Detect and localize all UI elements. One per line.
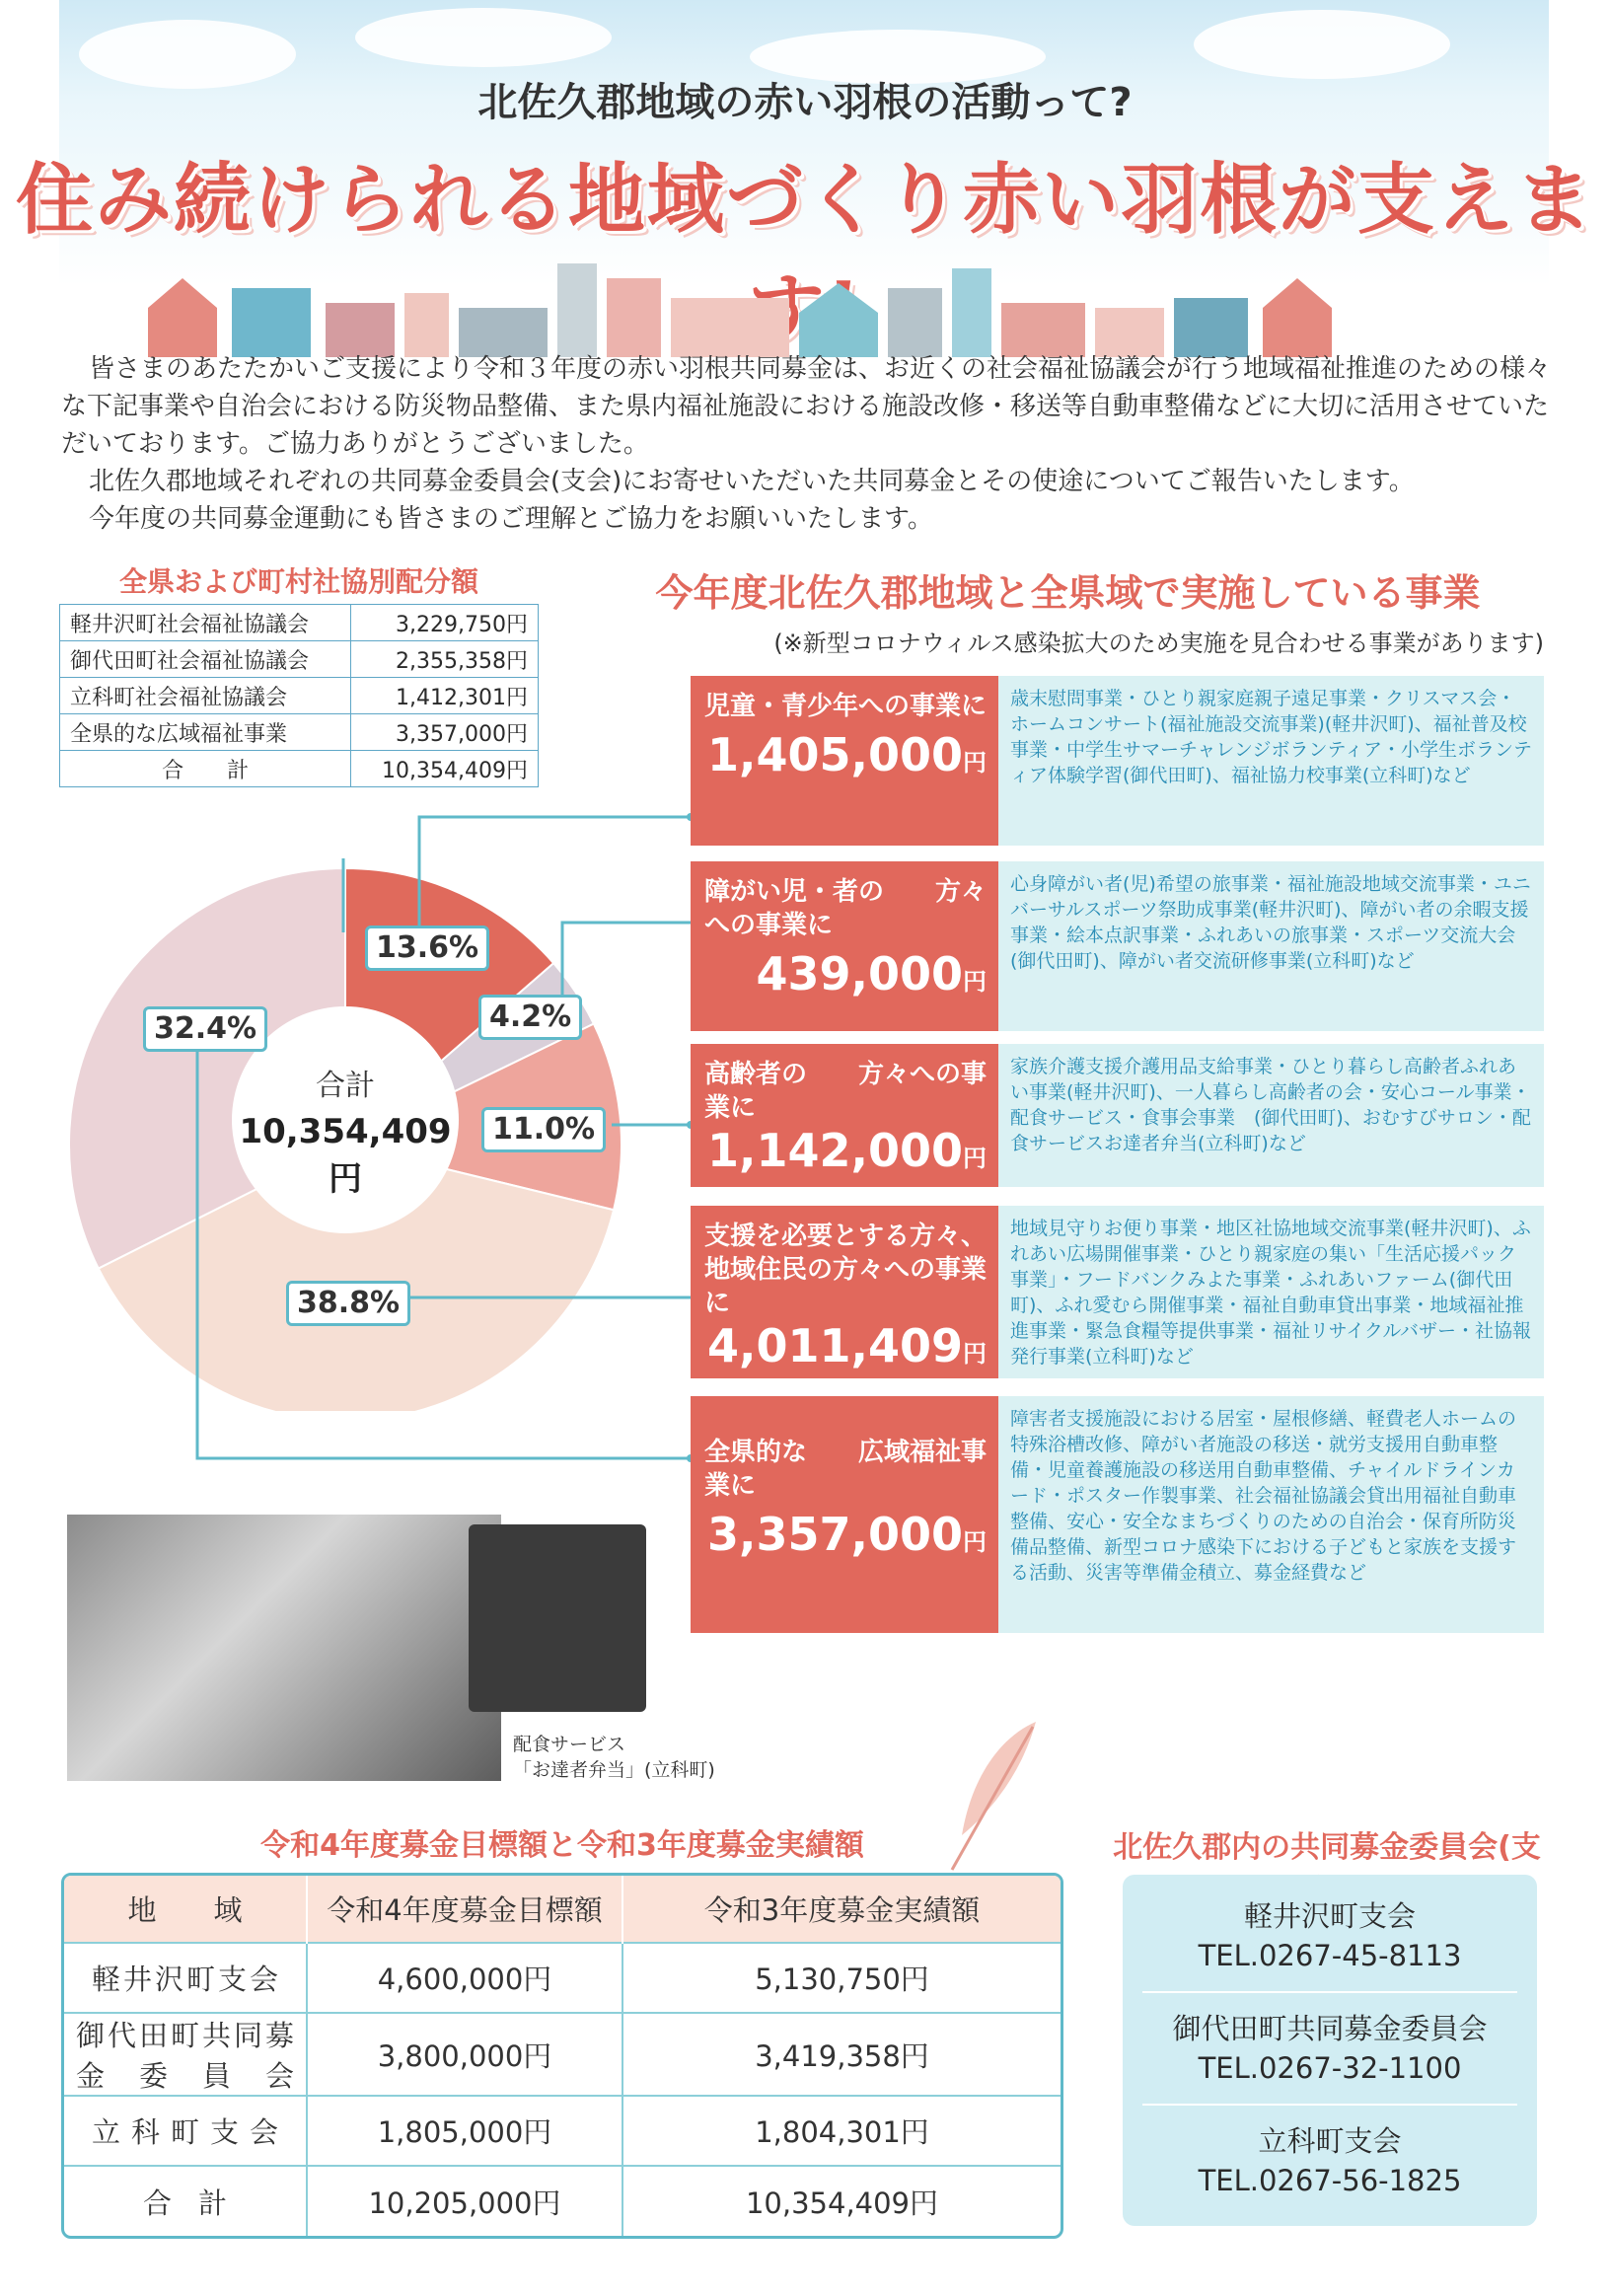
allocation-value: 1,412,301円 xyxy=(351,678,539,714)
pie-label-prefecture: 32.4% xyxy=(143,1006,267,1052)
program-amount: 439,000円 xyxy=(756,947,987,1000)
committee-tel: TEL.0267-45-8113 xyxy=(1198,1939,1462,1972)
allocation-table xyxy=(59,604,539,787)
program-amount-box xyxy=(691,1396,998,1633)
region-cell: 合計 xyxy=(64,2166,307,2236)
program-prefecture xyxy=(691,1396,1544,1633)
program-category: 支援を必要とする方々、地域住民の方々への事業に xyxy=(704,1222,988,1318)
intro-paragraph: 北佐久郡地域それぞれの共同募金委員会(支会)にお寄せいただいた共同募金とその使途についてご報告いたします。 xyxy=(89,467,1415,496)
programs-note: (※新型コロナウィルス感染拡大のため実施を見合わせる事業があります) xyxy=(773,630,1544,657)
allocation-name: 立科町社会福祉協議会 xyxy=(60,678,351,714)
allocation-total-value: 10,354,409円 xyxy=(351,751,539,787)
target-cell: 10,205,000円 xyxy=(307,2166,622,2236)
program-description: 家族介護支援介護用品支給事業・ひとり暮らし高齢者ふれあい事業(軽井沢町)、一人暮らし高齢者の会・安心コール事業・配食サービス・食事会事業 (御代田町)、おむすびサロン・配食サービスお達者弁当(立科町)など xyxy=(998,1044,1544,1187)
committee-tel: TEL.0267-32-1100 xyxy=(1198,2051,1462,2085)
table-row xyxy=(64,2096,1061,2166)
table-row xyxy=(60,605,539,641)
allocation-total-name: 合 計 xyxy=(60,751,351,787)
goals-title: 令和4年度募金目標額と令和3年度募金実績額 xyxy=(260,1828,864,1863)
allocation-value: 3,229,750円 xyxy=(351,605,539,641)
actual-cell: 5,130,750円 xyxy=(622,1943,1061,2013)
committees-box xyxy=(1123,1875,1537,2226)
table-row xyxy=(64,1943,1061,2013)
committee-entry xyxy=(1123,2009,1537,2088)
total-value: 10,354,409円 xyxy=(239,1112,452,1199)
program-amount-box xyxy=(691,1206,998,1378)
allocation-value: 3,357,000円 xyxy=(351,714,539,751)
table-row xyxy=(60,641,539,678)
committee-entry xyxy=(1123,1896,1537,1975)
program-description: 障害者支援施設における居室・屋根修繕、軽費老人ホームの特殊浴槽改修、障がい者施設の移送・就労支援用自動車整備・児童養護施設の移送用自動車整備、チャイルドラインカード・ポスター作製事業、社会福祉協議会貸出用福祉自動車整備、安心・安全なまちづくりのための自治会・保育所防災備品整備、新型コロナ感染下における子どもと家族を支援する活動、災害等準備金積立、募金経費など xyxy=(998,1396,1544,1633)
page-subtitle: 北佐久郡地域の赤い羽根の活動って? xyxy=(477,80,1133,125)
program-amount: 1,142,000円 xyxy=(707,1124,987,1177)
column-header: 令和4年度募金目標額 xyxy=(307,1876,622,1943)
committee-name: 軽井沢町支会 xyxy=(1243,1899,1416,1933)
page-title: 住み続けられる地域づくり赤い羽根が支えま xyxy=(15,155,1594,245)
target-cell: 1,805,000円 xyxy=(307,2096,622,2166)
program-amount-box xyxy=(691,861,998,1031)
program-amount: 1,405,000円 xyxy=(707,728,987,781)
committee-entry xyxy=(1123,2121,1537,2200)
table-row xyxy=(60,678,539,714)
target-cell: 4,600,000円 xyxy=(307,1943,622,2013)
program-amount: 3,357,000円 xyxy=(707,1508,987,1561)
total-label: 合計 xyxy=(316,1069,375,1103)
pie-label-children: 13.6% xyxy=(365,926,489,971)
goals-table-frame xyxy=(61,1873,1063,2239)
table-row xyxy=(60,714,539,751)
program-amount: 4,011,409円 xyxy=(707,1319,987,1372)
committees-title: 北佐久郡内の共同募金委員会(支 xyxy=(1113,1830,1541,1865)
photo-caption-line: 配食サービス xyxy=(513,1734,626,1755)
program-category: 児童・青少年への事業に xyxy=(704,692,988,721)
bento-box-photo xyxy=(469,1524,646,1712)
programs-title: 今年度北佐久郡地域と全県域で実施している事業 xyxy=(655,571,1481,615)
region-cell: 軽井沢町支会 xyxy=(64,1943,307,2013)
divider xyxy=(1142,2104,1517,2106)
actual-cell: 1,804,301円 xyxy=(622,2096,1061,2166)
allocation-title: 全県および町村社協別配分額 xyxy=(118,565,478,598)
photo-caption xyxy=(513,1732,715,1783)
actual-cell: 3,419,358円 xyxy=(622,2013,1061,2096)
allocation-name: 軽井沢町社会福祉協議会 xyxy=(60,605,351,641)
region-cell: 立科町支会 xyxy=(64,2096,307,2166)
committee-name: 御代田町共同募金委員会 xyxy=(1172,2012,1488,2045)
region-cell: 御代田町共同募金委員会 xyxy=(64,2013,307,2096)
committee-tel: TEL.0267-56-1825 xyxy=(1198,2164,1462,2197)
program-amount-box xyxy=(691,1044,998,1187)
program-amount-box xyxy=(691,676,998,846)
photo-caption-line: 「お達者弁当」(立科町) xyxy=(513,1759,715,1781)
column-header: 地 域 xyxy=(64,1876,307,1943)
program-community xyxy=(691,1206,1544,1378)
meal-service-photo xyxy=(67,1515,501,1781)
program-disabled xyxy=(691,861,1544,1031)
program-category: 全県的な 広域福祉事業に xyxy=(704,1438,988,1501)
allocation-name: 全県的な広域福祉事業 xyxy=(60,714,351,751)
program-category: 障がい児・者の 方々への事業に xyxy=(704,877,988,940)
actual-cell: 10,354,409円 xyxy=(622,2166,1061,2236)
program-description: 心身障がい者(児)希望の旅事業・福祉施設地域交流事業・ユニバーサルスポーツ祭助成事業(軽井沢町)、障がい者の余暇支援事業・絵本点訳事業・ふれあいの旅事業・スポーツ交流大会(御代田町)、障がい者交流研修事業(立科町)など xyxy=(998,861,1544,1031)
goals-table xyxy=(64,1876,1061,2236)
divider xyxy=(1142,1991,1517,1993)
table-row xyxy=(60,751,539,787)
table-row xyxy=(64,2166,1061,2236)
program-elderly xyxy=(691,1044,1544,1187)
intro-text xyxy=(61,350,1551,538)
allocation-name: 御代田町社会福祉協議会 xyxy=(60,641,351,678)
intro-paragraph: 皆さまのあたたかいご支援により令和３年度の赤い羽根共同募金は、お近くの社会福祉協議会が行う地域福祉推進のための様々な下記事業や自治会における防災物品整備、また県内福祉施設における施設改修・移送等自動車整備などに大切に活用させていただいております。ご協力ありがとうございました。 xyxy=(61,354,1552,459)
town-skyline-illustration xyxy=(138,259,1421,357)
pie-label-elderly: 11.0% xyxy=(481,1107,606,1152)
pie-label-community: 38.8% xyxy=(286,1281,410,1326)
target-cell: 3,800,000円 xyxy=(307,2013,622,2096)
allocation-value: 2,355,358円 xyxy=(351,641,539,678)
column-header: 令和3年度募金実績額 xyxy=(622,1876,1061,1943)
committee-name: 立科町支会 xyxy=(1258,2124,1402,2158)
table-header-row xyxy=(64,1876,1061,1943)
program-category: 高齢者の 方々への事業に xyxy=(704,1060,988,1123)
program-description: 歳末慰問事業・ひとり親家庭親子遠足事業・クリスマス会・ホームコンサート(福祉施設交流事業)(軽井沢町)、福祉普及校事業・中学生サマーチャレンジボランティア・小学生ボランティア体験学習(御代田町)、福祉協力校事業(立科町)など xyxy=(998,676,1544,846)
table-row xyxy=(64,2013,1061,2096)
program-description: 地域見守りお便り事業・地区社協地域交流事業(軽井沢町)、ふれあい広場開催事業・ひとり親家庭の集い「生活応援パック事業」・フードバンクみよた事業・ふれあいファーム(御代田町)、ふれ愛むら開催事業・福祉自動車貸出事業・地域福祉推進事業・緊急食糧等提供事業・福祉リサイクルバザー・社協報発行事業(立科町)など xyxy=(998,1206,1544,1378)
pie-label-disabled: 4.2% xyxy=(478,995,582,1040)
intro-paragraph: 今年度の共同募金運動にも皆さまのご理解とご協力をお願いいたします。 xyxy=(89,504,933,534)
program-children xyxy=(691,676,1544,846)
